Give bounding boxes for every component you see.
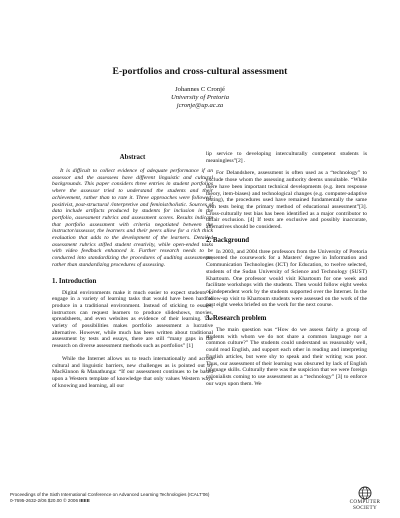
right-column: [206, 151, 367, 393]
footer-isbn: 0-7695-2632-2/06 $20.00 © 2006: [10, 498, 79, 504]
paragraph: lip service to developing interculturally competent students is meaningless”[2] .: [206, 151, 367, 164]
footer-proceedings: Proceedings of the Sixth International Conference on Advanced Learning Technologies (ICALT'06): [10, 492, 210, 497]
page-footer: [10, 492, 340, 505]
paragraph: For Delandshere, assessment is often used as a “technology” to exclude those whom the assessing authority deems unsuitable. “While there have been important technical developments (e.g. item response theory, item-biases) and technological changes (e.g. computer-adaptive testing), the procedures used have remained fundamentally the same with tests being the primary method of educational assessment”[3]. Cross-culturally test bias has been identified as a major contributor to unfair exclusion. [4] If tests are exclusive and possibly inaccurate, alternatives should be considered.: [206, 170, 367, 231]
paragraph: Digital environments make it much easier to expect students to engage in a variety of learning tasks that would have been hard to produce in a traditional environment. Instead of sticking to essays, instructors can request learners to produce slideshows, movies, spreadsheets, and even websites as evidence of their learning. The variety of possibilities makes portfolio assessment a lucrative alternative. However, while much has been written about traditional assessment by tests and essays, there are still “many gaps in the research on diverse assessment methods such as portfolios” [1]: [52, 289, 213, 350]
author-name: Johannes C Cronjé: [175, 86, 225, 93]
logo-text-computer: COMPUTER: [349, 499, 381, 505]
paragraph: While the Internet allows us to teach internationally and across cultural and linguistic barriers, new challenges as is pointed out by MacKinnon & Manathunga: “If our assessment continues to be based upon a Western template of knowledge that only values Western ways of knowing and learning, all our: [52, 355, 213, 389]
footer-ieee: IEEE: [79, 498, 90, 504]
paragraph: The main question was “How do we assess fairly a group of students with whom we do not share a common language nor a common culture?” The students could understand us reasonably well, could read English, and support each other in reading and interpreting English articles, but were shy to speak and their writing was poor. Thus, our assessment of their learning was obscured by lack of English language skills. Culturally there was the suspicion that we were foreign colonialists coming to use assessment as a “technology” [3] to enforce our ways upon them. We: [206, 327, 367, 387]
author-block: [0, 86, 400, 109]
author-affiliation: University of Pretoria: [171, 93, 229, 101]
abstract-heading: Abstract: [119, 154, 146, 161]
computer-society-logo-icon: [356, 486, 374, 500]
paragraph: In 2003, and 2004 three professors from the University of Pretoria presented the coursework for a Masters’ degree in Information and Communication Technologies (ICT) for Education, to twelve selected, students of the Sudan University of Science and Technology (SUST) Khartoum. One professor would visit Khartoum for one week and facilitate workshops with the students. Then would follow eight weeks of independent work by the students supported over the Internet. In the follow-up visit to Khartoum students were assessed on the work of the past eight weeks briefed on the work for the next course.: [206, 248, 367, 309]
footer-isbn-line: [10, 498, 340, 504]
paper-title: E-portfolios and cross-cultural assessment: [112, 66, 288, 77]
section-heading-introduction: 1. Introduction: [52, 277, 97, 285]
section-heading-research-problem: 3. Research problem: [206, 315, 267, 323]
author-email: jcronje@up.ac.za: [176, 101, 224, 109]
left-column: [52, 151, 213, 395]
logo-text-society: SOCIETY: [352, 504, 377, 511]
section-heading-background: 2. Background: [206, 236, 250, 244]
abstract-text: It is difficult to collect evidence of adequate performance if an assessor and the assessees have different linguistic and cultural backgrounds. This paper considers three entries in student portfolios where the assessor tried to understand the students and their achievement, rather than to rate it. Three approaches were followed: positivist, post-structural /interpretive and feminist/holistic. Sources of data include artifacts produced by students for inclusion in the portfolio, assessment rubrics and assessment scores. Results indicate that portfolio assessment with criteria negotiated between the instructor/assessor, the learners and their peers allow for a rich thick evaluation that adds to the development of the learners. Detailed assessment rubrics stifled student creativity, while open-ended tasks with video feedback enhanced it. Further research needs to be conducted into standardizing the procedures of auditing assessments, rather than standardizing procedures of assessing.: [52, 168, 213, 268]
computer-society-logo: [340, 486, 390, 516]
